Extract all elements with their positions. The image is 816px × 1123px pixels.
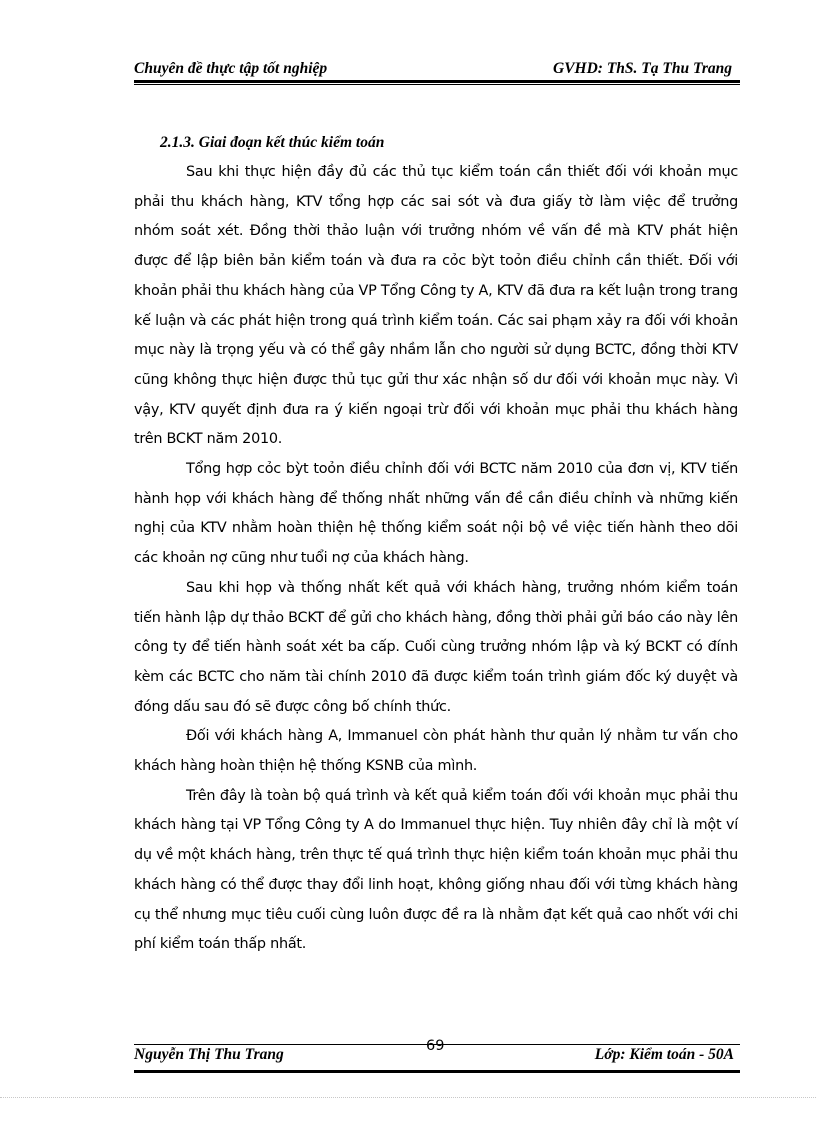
paragraph-1: Sau khi thực hiện đầy đủ các thủ tục kiểm toán cần thiết đối với khoản mục phải thu khách hàng, KTV tổng hợp các sai sót và đưa giấy tờ làm việc để trưởng nhóm soát xét. Đồng thời thảo luận với trưởng nhóm về vấn đề mà KTV phát hiện được để lập biên bản kiểm toán và đưa ra cỏc bỳt toỏn điều chỉnh cần thiết. Đối với khoản phải thu khách hàng của VP Tổng Công ty A, KTV đã đưa ra kết luận trong trang kế luận và các phát hiện trong quá trình kiểm toán. Các sai phạm xảy ra đối với khoản mục này là trọng yếu và có thể gây nhầm lẫn cho người sử dụng BCTC, đồng thời KTV cũng không thực hiện được thủ tục gửi thư xác nhận số dư đối với khoản mục này. Vì vậy, KTV quyết định đưa ra ý kiến ngoại trừ đối với khoản mục phải thu khách hàng trên BCKT năm 2010. (134, 164, 738, 448)
paragraph-4: Đối với khách hàng A, Immanuel còn phát hành thư quản lý nhằm tư vấn cho khách hàng hoàn thiện hệ thống KSNB của mình. (134, 728, 738, 775)
page-body (134, 128, 738, 960)
page-number: 69 (426, 1038, 445, 1054)
page-bottom-dotted-line (0, 1097, 816, 1098)
paragraph-5: Trên đây là toàn bộ quá trình và kết quả kiểm toán đối với khoản mục phải thu khách hàng tại VP Tổng Công ty A do Immanuel thực hiện. Tuy nhiên đây chỉ là một ví dụ về một khách hàng, trên thực tế quá trình thực hiện kiểm toán khoản mục phải thu khách hàng có thể được thay đổi linh hoạt, không giống nhau đối với từng khách hàng cụ thể nhưng mục tiêu cuối cùng luôn được đề ra là nhằm đạt kết quả cao nhốt với chi phí kiểm toán thấp nhất. (134, 787, 738, 953)
paragraph-2: Tổng hợp cỏc bỳt toỏn điều chỉnh đối với BCTC năm 2010 của đơn vị, KTV tiến hành họp với khách hàng để thống nhất những vấn đề cần điều chỉnh và những kiến nghị của KTV nhằm hoàn thiện hệ thống kiểm soát nội bộ về việc tiến hành theo dõi các khoản nợ cũng như tuổi nợ của khách hàng. (134, 461, 738, 567)
header-supervisor: GVHD: ThS. Tạ Thu Trang (553, 60, 732, 77)
page-header (134, 56, 740, 80)
page-footer (134, 1038, 740, 1070)
footer-class: Lớp: Kiểm toán - 50A (594, 1046, 734, 1063)
header-rule-thin (134, 84, 740, 85)
header-rule-thick (134, 80, 740, 83)
paragraph-3: Sau khi họp và thống nhất kết quả với khách hàng, trưởng nhóm kiểm toán tiến hành lập dự thảo BCKT để gửi cho khách hàng, đồng thời phải gửi báo cáo này lên công ty để tiến hành soát xét ba cấp. Cuối cùng trưởng nhóm lập và ký BCKT có đính kèm các BCTC cho năm tài chính 2010 đã được kiểm toán trình giám đốc ký duyệt và đóng dấu sau đó sẽ được công bố chính thức. (134, 579, 738, 715)
footer-author: Nguyễn Thị Thu Trang (134, 1046, 284, 1063)
section-title: 2.1.3. Giai đoạn kết thúc kiểm toán (160, 134, 385, 151)
header-report-title: Chuyên đề thực tập tốt nghiệp (134, 60, 328, 77)
footer-rule-thick (134, 1070, 740, 1073)
